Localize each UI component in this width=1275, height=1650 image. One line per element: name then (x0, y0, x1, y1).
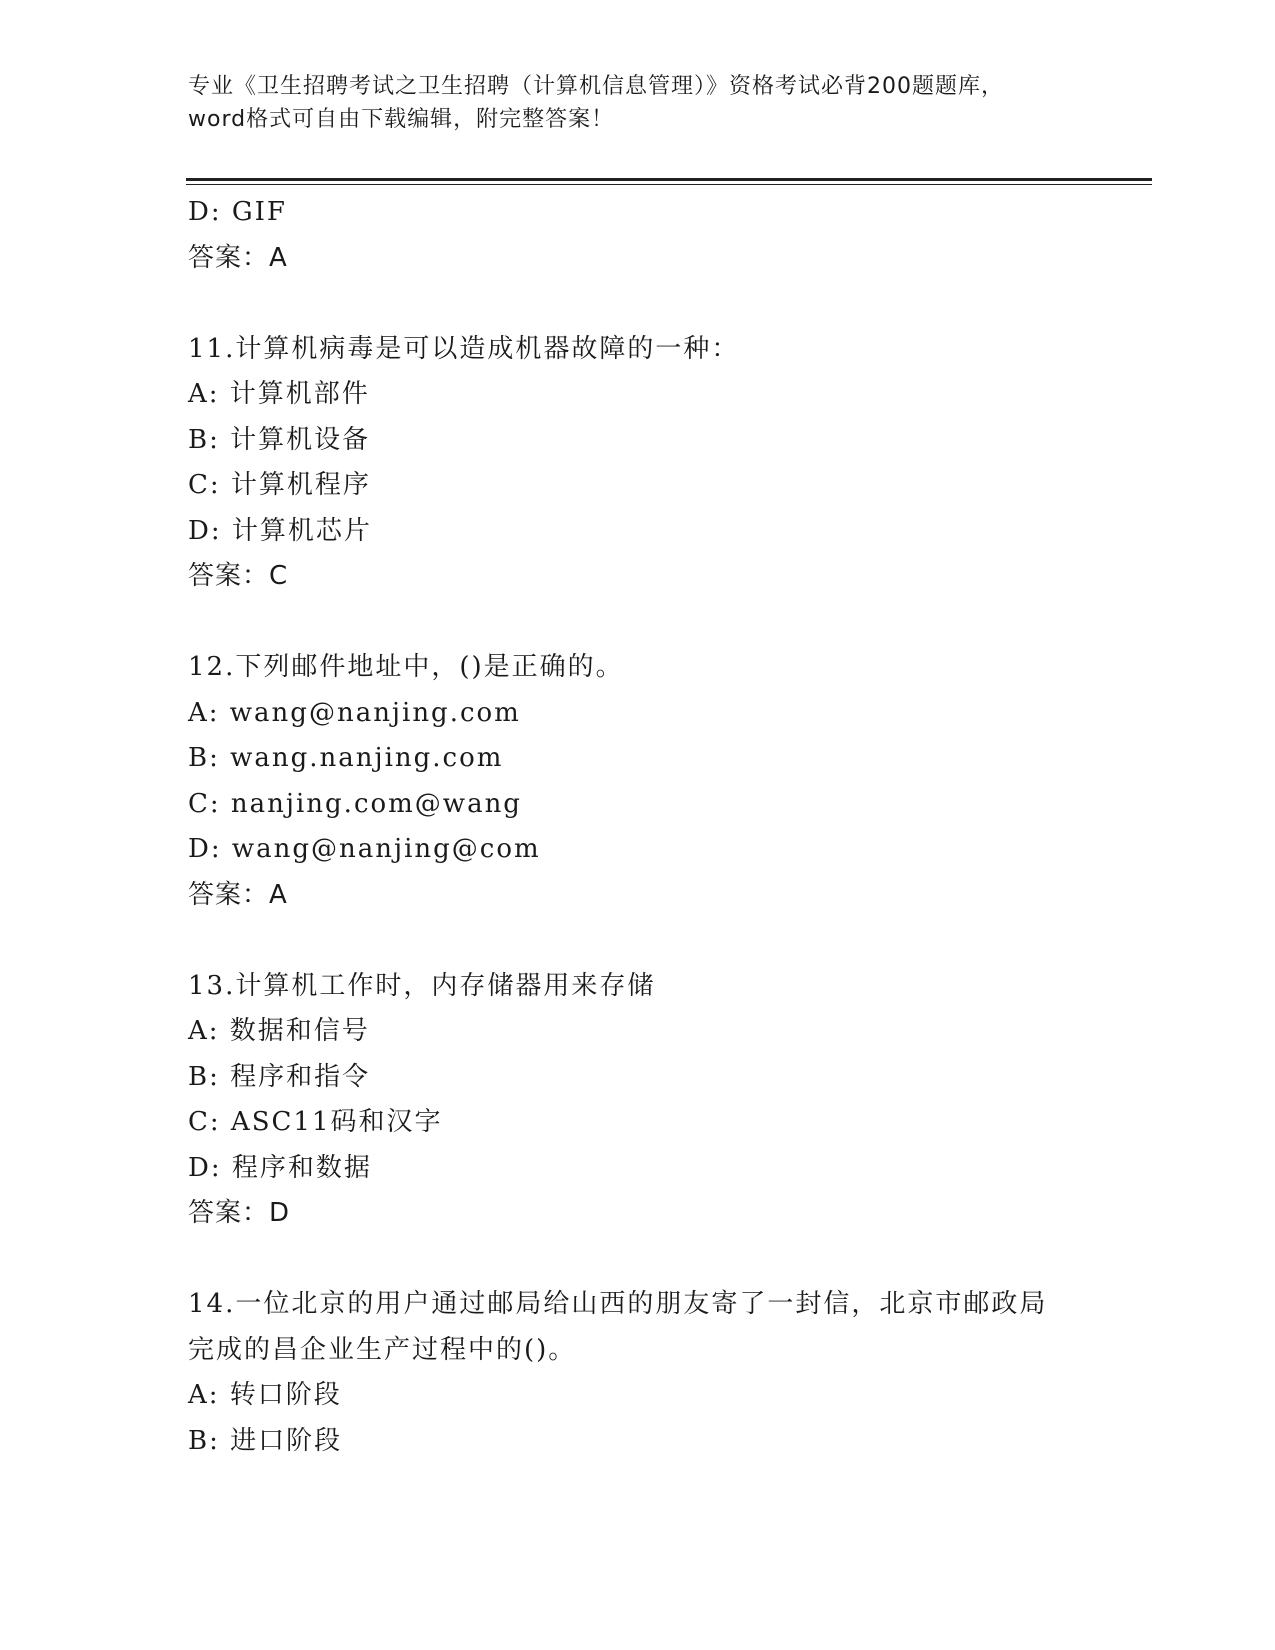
question-text-line-1: 14.一位北京的用户通过邮局给山西的朋友寄了一封信，北京市邮政局 (188, 1289, 1048, 1319)
question-text-line-2: 完成的昌企业生产过程中的()。 (188, 1334, 577, 1365)
option-c: C: 计算机程序 (188, 470, 371, 500)
question-block-13 (188, 964, 1148, 1237)
header-divider-thin (186, 184, 1152, 185)
answer: 答案：C (188, 561, 289, 591)
spacer (188, 918, 1148, 964)
header-line-1: 专业《卫生招聘考试之卫生招聘（计算机信息管理）》资格考试必背200题题库， (188, 74, 1004, 99)
option-d: D: wang@nanjing@com (188, 834, 541, 864)
option-d: D: 程序和数据 (188, 1152, 372, 1183)
option-a: A: wang@nanjing.com (188, 697, 521, 728)
question-block-12 (188, 645, 1148, 918)
document-body (188, 190, 1148, 1464)
option-c: C: ASC11码和汉字 (188, 1107, 443, 1137)
question-block-11 (188, 327, 1148, 600)
answer: 答案：D (188, 1198, 291, 1228)
option-a: A: 转口阶段 (188, 1380, 342, 1410)
question-text: 11.计算机病毒是可以造成机器故障的一种： (188, 333, 740, 364)
option-a: A: 数据和信号 (188, 1016, 370, 1046)
option-d: D: GIF (188, 197, 287, 227)
question-block-14 (188, 1282, 1148, 1464)
option-c: C: nanjing.com@wang (188, 788, 522, 819)
option-b: B: 进口阶段 (188, 1425, 343, 1456)
question-text: 13.计算机工作时，内存储器用来存储 (188, 970, 656, 1001)
option-a: A: 计算机部件 (188, 379, 370, 409)
document-header (188, 70, 1088, 136)
spacer (188, 281, 1148, 327)
answer: 答案：A (188, 242, 288, 273)
option-d: D: 计算机芯片 (188, 515, 372, 546)
option-b: B: 程序和指令 (188, 1061, 371, 1092)
question-block-prev (188, 190, 1148, 281)
option-b: B: 计算机设备 (188, 424, 371, 455)
question-text: 12.下列邮件地址中，()是正确的。 (188, 652, 624, 682)
spacer (188, 600, 1148, 646)
header-line-2: word格式可自由下载编辑，附完整答案！ (188, 107, 615, 132)
spacer (188, 1237, 1148, 1283)
header-divider-thick (186, 178, 1152, 181)
option-b: B: wang.nanjing.com (188, 743, 504, 773)
answer: 答案：A (188, 879, 288, 910)
